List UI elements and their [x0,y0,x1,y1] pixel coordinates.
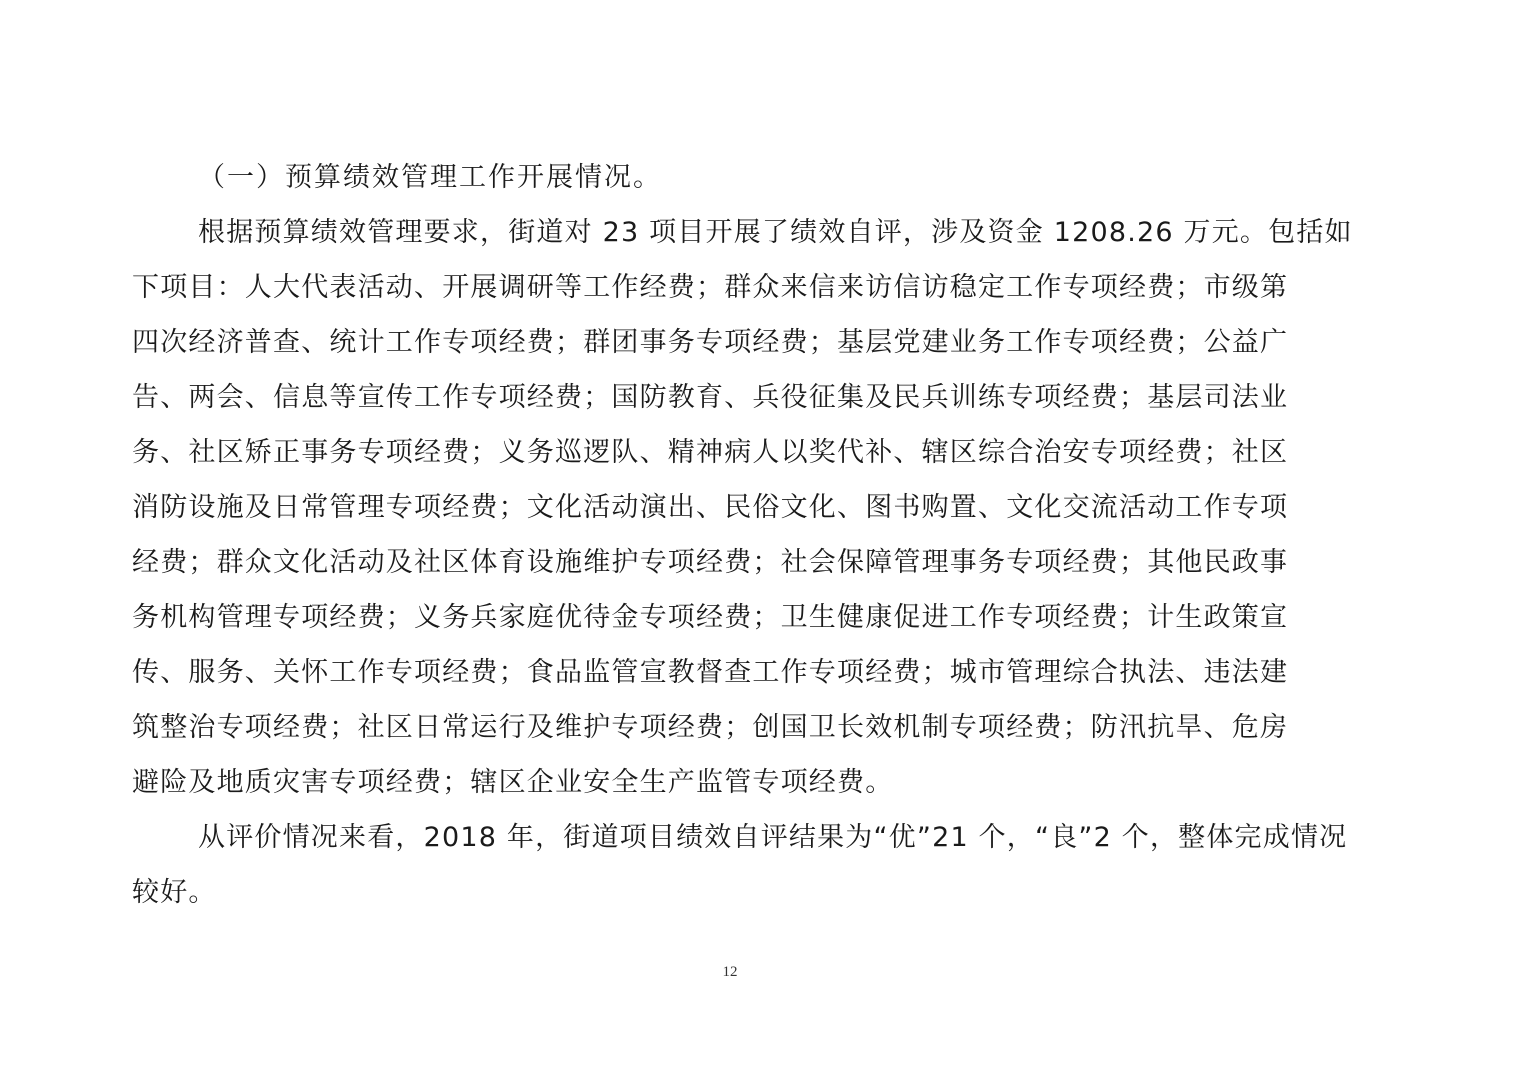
page-content [132,150,1353,920]
paragraph-line: 传、服务、关怀工作专项经费；食品监管宣教督查工作专项经费；城市管理综合执法、违法建 [132,657,1289,688]
paragraph-evaluation-result [132,810,1348,920]
paragraph-line: 务、社区矫正事务专项经费；义务巡逻队、精神病人以奖代补、辖区综合治安专项经费；社区 [132,437,1289,468]
paragraph-line: 较好。 [132,877,217,908]
paragraph-line: 下项目：人大代表活动、开展调研等工作经费；群众来信来访信访稳定工作专项经费；市级第 [132,272,1289,303]
section-heading: （一）预算绩效管理工作开展情况。 [198,162,662,193]
paragraph-line: 务机构管理专项经费；义务兵家庭优待金专项经费；卫生健康促进工作专项经费；计生政策宣 [132,602,1289,633]
paragraph-line: 根据预算绩效管理要求，街道对 23 项目开展了绩效自评，涉及资金 1208.26 万元。包括如 [198,217,1353,248]
paragraph-line: 避险及地质灾害专项经费；辖区企业安全生产监管专项经费。 [132,767,894,798]
paragraph-budget-projects [132,205,1353,810]
paragraph-line: 从评价情况来看，2018 年，街道项目绩效自评结果为“优”21 个，“良”2 个，整体完成情况 [198,822,1348,853]
paragraph-line: 经费；群众文化活动及社区体育设施维护专项经费；社会保障管理事务专项经费；其他民政事 [132,547,1289,578]
paragraph-line: 四次经济普查、统计工作专项经费；群团事务专项经费；基层党建业务工作专项经费；公益广 [132,327,1289,358]
paragraph-line: 告、两会、信息等宣传工作专项经费；国防教育、兵役征集及民兵训练专项经费；基层司法业 [132,382,1289,413]
paragraph-line: 消防设施及日常管理专项经费；文化活动演出、民俗文化、图书购置、文化交流活动工作专项 [132,492,1289,523]
paragraph-line: 筑整治专项经费；社区日常运行及维护专项经费；创国卫长效机制专项经费；防汛抗旱、危房 [132,712,1289,743]
page-number: 12 [722,964,738,980]
